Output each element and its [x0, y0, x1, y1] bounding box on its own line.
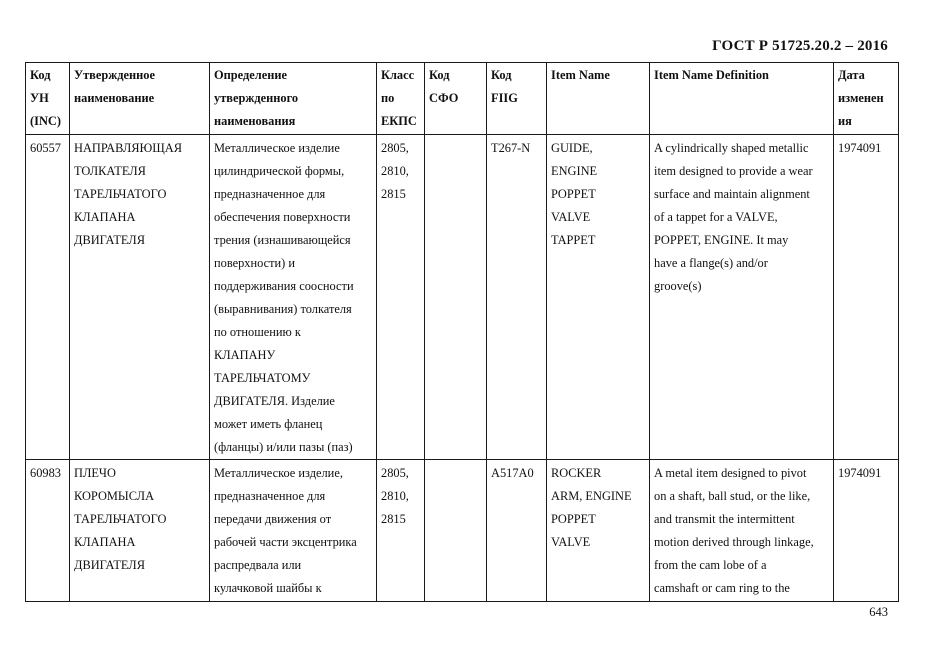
cell-item-name: GUIDE, ENGINE POPPET VALVE TAPPET	[547, 135, 650, 460]
cell-approved-name: ПЛЕЧО КОРОМЫСЛА ТАРЕЛЬЧАТОГО КЛАПАНА ДВИГАТЕЛЯ	[70, 460, 210, 602]
cell-definition: Металлическое изделие цилиндрической формы, предназначенное для обеспечения поверхности трения (изнашивающейся поверхности) и поддерживания соосности (выравнивания) толкателя по отношению к КЛАПАНУ ТАРЕЛЬЧАТОМУ ДВИГАТЕЛЯ. Изделие может иметь фланец (фланцы) и/или пазы (паз)	[210, 135, 377, 460]
cell-sfo-code	[425, 460, 487, 602]
header-cell-inc: Код УН (INC)	[26, 63, 70, 135]
page-number: 643	[869, 605, 888, 619]
header-cell-sfo-code: Код СФО	[425, 63, 487, 135]
header-cell-item-definition: Item Name Definition	[650, 63, 834, 135]
header-cell-definition: Определение утвержденного наименования	[210, 63, 377, 135]
cell-item-definition: A cylindrically shaped metallic item designed to provide a wear surface and maintain alignment of a tappet for a VALVE, POPPET, ENGINE. It may have a flange(s) and/or groove(s)	[650, 135, 834, 460]
table-row	[26, 135, 899, 460]
cell-item-definition: A metal item designed to pivot on a shaft, ball stud, or the like, and transmit the intermittent motion derived through linkage, from the cam lobe of a camshaft or cam ring to the	[650, 460, 834, 602]
cell-change-date: 1974091	[834, 460, 899, 602]
cell-change-date: 1974091	[834, 135, 899, 460]
cell-item-name: ROCKER ARM, ENGINE POPPET VALVE	[547, 460, 650, 602]
items-table	[25, 62, 899, 602]
cell-inc: 60557	[26, 135, 70, 460]
cell-class: 2805, 2810, 2815	[377, 460, 425, 602]
cell-inc: 60983	[26, 460, 70, 602]
table-row	[26, 460, 899, 602]
header-cell-item-name: Item Name	[547, 63, 650, 135]
header-cell-approved-name: Утвержденное наименование	[70, 63, 210, 135]
document-header: ГОСТ Р 51725.20.2 – 2016	[712, 38, 888, 54]
cell-class: 2805, 2810, 2815	[377, 135, 425, 460]
cell-fiig-code: T267-N	[487, 135, 547, 460]
header-cell-fiig-code: Код FIIG	[487, 63, 547, 135]
header-cell-change-date: Дата изменен ия	[834, 63, 899, 135]
table-header-row	[26, 63, 899, 135]
cell-sfo-code	[425, 135, 487, 460]
cell-approved-name: НАПРАВЛЯЮЩАЯ ТОЛКАТЕЛЯ ТАРЕЛЬЧАТОГО КЛАПАНА ДВИГАТЕЛЯ	[70, 135, 210, 460]
cell-definition: Металлическое изделие, предназначенное для передачи движения от рабочей части эксцентрика распредвала или кулачковой шайбы к	[210, 460, 377, 602]
header-cell-class: Класс по ЕКПС	[377, 63, 425, 135]
cell-fiig-code: A517A0	[487, 460, 547, 602]
